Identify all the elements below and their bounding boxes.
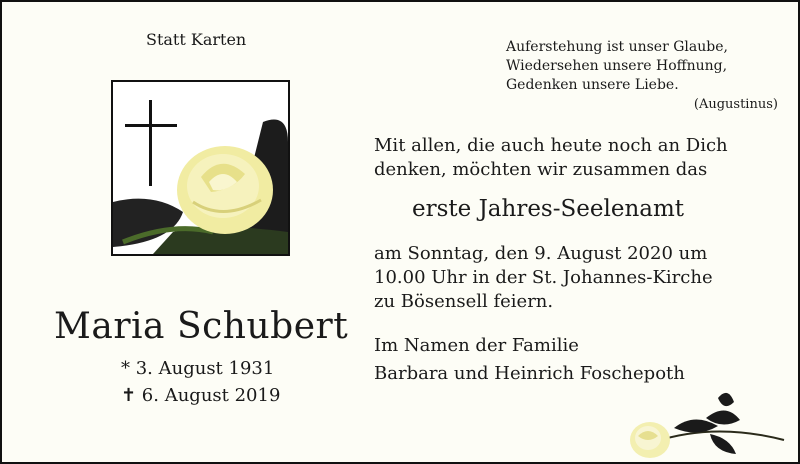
- death-date: ✝ 6. August 2019: [121, 385, 281, 406]
- intro-line-1: Mit allen, die auch heute noch an Dich: [374, 135, 728, 156]
- event-title: erste Jahres-Seelenamt: [412, 196, 685, 222]
- signature-line-2: Barbara und Heinrich Foschepoth: [374, 363, 685, 384]
- detail-line-2: 10.00 Uhr in der St. Johannes-Kirche: [374, 267, 713, 288]
- detail-line-1: am Sonntag, den 9. August 2020 um: [374, 243, 708, 264]
- family-signature: [374, 332, 685, 388]
- quote-block: [506, 38, 778, 114]
- statt-karten-label: Statt Karten: [146, 30, 247, 49]
- rose-decoration: [614, 382, 798, 462]
- deceased-name: Maria Schubert: [54, 306, 349, 347]
- intro-text: [374, 134, 728, 182]
- memorial-photo: [111, 80, 290, 256]
- signature-line-1: Im Namen der Familie: [374, 335, 579, 356]
- quote-source: (Augustinus): [693, 97, 778, 112]
- quote-line-3: Gedenken unsere Liebe.: [506, 77, 679, 93]
- rose-image: [113, 82, 288, 254]
- intro-line-2: denken, möchten wir zusammen das: [374, 159, 708, 180]
- event-details: [374, 242, 713, 314]
- quote-line-1: Auferstehung ist unser Glaube,: [506, 39, 728, 55]
- birth-date: * 3. August 1931: [121, 358, 275, 379]
- detail-line-3: zu Bösensell feiern.: [374, 291, 554, 312]
- quote-line-2: Wiedersehen unsere Hoffnung,: [506, 58, 728, 74]
